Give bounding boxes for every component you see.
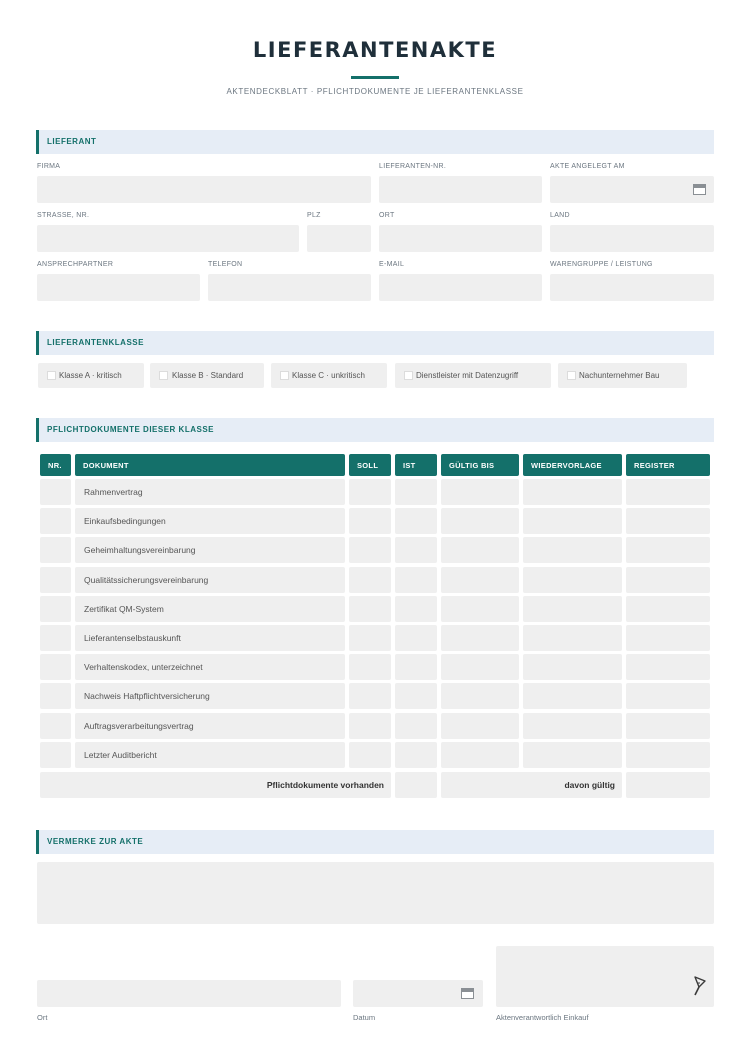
- ist-cell[interactable]: [395, 567, 437, 593]
- land-field[interactable]: [550, 225, 714, 252]
- class-checkbox-data-access[interactable]: [395, 363, 551, 388]
- warengruppe-field[interactable]: [550, 274, 714, 301]
- calendar-icon[interactable]: [461, 988, 474, 999]
- nr-cell[interactable]: [40, 508, 71, 534]
- section-notes-title: VERMERKE ZUR AKTE: [47, 837, 144, 846]
- checkbox-icon[interactable]: [280, 371, 289, 380]
- soll-cell[interactable]: [349, 742, 391, 768]
- column-header-gueltig-bis: GÜLTIG BIS: [441, 454, 519, 476]
- firma-field[interactable]: [37, 176, 371, 203]
- section-supplier-title: LIEFERANT: [47, 137, 97, 146]
- label-plz: PLZ: [307, 212, 321, 219]
- soll-cell[interactable]: [349, 508, 391, 534]
- page-title: LIEFERANTENAKTE: [252, 38, 498, 62]
- summary-present-value[interactable]: [395, 772, 437, 798]
- signature-caption: Aktenverantwortlich Einkauf: [496, 1013, 589, 1022]
- column-header-register: REGISTER: [626, 454, 710, 476]
- ort-caption: Ort: [37, 1013, 48, 1022]
- nr-cell[interactable]: [40, 683, 71, 709]
- ansprechpartner-field[interactable]: [37, 274, 200, 301]
- signature-field[interactable]: [496, 946, 714, 1007]
- class-label-subcontractor: Nachunternehmer Bau: [579, 371, 660, 380]
- nr-cell[interactable]: [40, 537, 71, 563]
- ist-cell[interactable]: [395, 537, 437, 563]
- register-cell[interactable]: [626, 742, 710, 768]
- wiedervorlage-cell[interactable]: [523, 567, 622, 593]
- section-docs: [36, 418, 714, 442]
- class-checkbox-b[interactable]: [150, 363, 264, 388]
- column-header-wiedervorlage: WIEDERVORLAGE: [523, 454, 622, 476]
- gueltig-bis-cell[interactable]: [441, 537, 519, 563]
- class-checkbox-c[interactable]: [271, 363, 387, 388]
- wiedervorlage-cell[interactable]: [523, 508, 622, 534]
- gueltig-bis-cell[interactable]: [441, 713, 519, 739]
- label-email: E-MAIL: [379, 261, 405, 268]
- soll-cell[interactable]: [349, 567, 391, 593]
- column-header-nr: NR.: [40, 454, 71, 476]
- document-cell: Letzter Auditbericht: [75, 742, 345, 768]
- register-cell[interactable]: [626, 596, 710, 622]
- document-cell: Lieferantenselbstauskunft: [75, 625, 345, 651]
- summary-valid-value[interactable]: [626, 772, 710, 798]
- class-checkbox-subcontractor[interactable]: [558, 363, 687, 388]
- ist-cell[interactable]: [395, 742, 437, 768]
- wiedervorlage-cell[interactable]: [523, 625, 622, 651]
- section-notes: [36, 830, 714, 854]
- register-cell[interactable]: [626, 508, 710, 534]
- section-supplier: [36, 130, 714, 154]
- soll-cell[interactable]: [349, 537, 391, 563]
- ort-field[interactable]: [379, 225, 542, 252]
- soll-cell[interactable]: [349, 713, 391, 739]
- column-header-ist: IST: [395, 454, 437, 476]
- class-label-a: Klasse A · kritisch: [59, 371, 122, 380]
- page-subtitle: AKTENDECKBLATT · PFLICHTDOKUMENTE JE LIEFERANTENKLASSE: [226, 87, 524, 96]
- wiedervorlage-cell[interactable]: [523, 479, 622, 505]
- notes-textarea[interactable]: [37, 862, 714, 924]
- akte-angelegt-date-field[interactable]: [550, 176, 714, 203]
- datum-caption: Datum: [353, 1013, 376, 1022]
- ist-cell[interactable]: [395, 654, 437, 680]
- lieferanten-nr-field[interactable]: [379, 176, 542, 203]
- gueltig-bis-cell[interactable]: [441, 625, 519, 651]
- register-cell[interactable]: [626, 567, 710, 593]
- calendar-icon[interactable]: [693, 184, 706, 195]
- telefon-field[interactable]: [208, 274, 371, 301]
- label-ort: ORT: [379, 212, 395, 219]
- ist-cell[interactable]: [395, 479, 437, 505]
- summary-present-cell: [40, 772, 391, 798]
- wiedervorlage-cell[interactable]: [523, 596, 622, 622]
- register-cell[interactable]: [626, 713, 710, 739]
- label-land: LAND: [550, 212, 570, 219]
- class-label-data-access: Dienstleister mit Datenzugriff: [416, 371, 519, 380]
- ort-signature-field[interactable]: [37, 980, 341, 1007]
- document-cell: Auftragsverarbeitungsvertrag: [75, 713, 345, 739]
- strasse-field[interactable]: [37, 225, 299, 252]
- pen-icon: [693, 976, 707, 996]
- wiedervorlage-cell[interactable]: [523, 713, 622, 739]
- soll-cell[interactable]: [349, 479, 391, 505]
- column-header-soll: SOLL: [349, 454, 391, 476]
- checkbox-icon[interactable]: [159, 371, 168, 380]
- ist-cell[interactable]: [395, 508, 437, 534]
- label-firma: FIRMA: [37, 163, 61, 170]
- nr-cell[interactable]: [40, 713, 71, 739]
- label-warengruppe: WARENGRUPPE / LEISTUNG: [550, 261, 653, 268]
- summary-valid-cell: [441, 772, 622, 798]
- nr-cell[interactable]: [40, 567, 71, 593]
- document-cell: Einkaufsbedingungen: [75, 508, 345, 534]
- summary-present-label: Pflichtdokumente vorhanden: [266, 780, 384, 790]
- label-telefon: TELEFON: [208, 261, 243, 268]
- datum-field[interactable]: [353, 980, 483, 1007]
- label-strasse: STRASSE, NR.: [37, 212, 90, 219]
- label-ansprechpartner: ANSPRECHPARTNER: [37, 261, 114, 268]
- register-cell[interactable]: [626, 683, 710, 709]
- checkbox-icon[interactable]: [404, 371, 413, 380]
- label-akte-angelegt: AKTE ANGELEGT AM: [550, 163, 625, 170]
- checkbox-icon[interactable]: [47, 371, 56, 380]
- gueltig-bis-cell[interactable]: [441, 567, 519, 593]
- label-lieferanten-nr: LIEFERANTEN-NR.: [379, 163, 447, 170]
- gueltig-bis-cell[interactable]: [441, 596, 519, 622]
- wiedervorlage-cell[interactable]: [523, 537, 622, 563]
- section-class-title: LIEFERANTENKLASSE: [47, 338, 144, 347]
- document-cell: Qualitätssicherungsvereinbarung: [75, 567, 345, 593]
- email-field[interactable]: [379, 274, 542, 301]
- title-underline: [351, 76, 399, 79]
- soll-cell[interactable]: [349, 625, 391, 651]
- register-cell[interactable]: [626, 537, 710, 563]
- ist-cell[interactable]: [395, 683, 437, 709]
- document-cell: Rahmenvertrag: [75, 479, 345, 505]
- column-header-dokument: DOKUMENT: [75, 454, 345, 476]
- wiedervorlage-cell[interactable]: [523, 742, 622, 768]
- nr-cell[interactable]: [40, 625, 71, 651]
- gueltig-bis-cell[interactable]: [441, 683, 519, 709]
- document-cell: Zertifikat QM-System: [75, 596, 345, 622]
- summary-valid-label: davon gültig: [564, 780, 615, 790]
- gueltig-bis-cell[interactable]: [441, 654, 519, 680]
- gueltig-bis-cell[interactable]: [441, 508, 519, 534]
- plz-field[interactable]: [307, 225, 371, 252]
- soll-cell[interactable]: [349, 596, 391, 622]
- wiedervorlage-cell[interactable]: [523, 683, 622, 709]
- document-cell: Nachweis Haftpflichtversicherung: [75, 683, 345, 709]
- nr-cell[interactable]: [40, 596, 71, 622]
- class-checkbox-a[interactable]: [38, 363, 144, 388]
- section-class: [36, 331, 714, 355]
- checkbox-icon[interactable]: [567, 371, 576, 380]
- nr-cell[interactable]: [40, 479, 71, 505]
- gueltig-bis-cell[interactable]: [441, 742, 519, 768]
- register-cell[interactable]: [626, 625, 710, 651]
- gueltig-bis-cell[interactable]: [441, 479, 519, 505]
- document-cell: Verhaltenskodex, unterzeichnet: [75, 654, 345, 680]
- section-docs-title: PFLICHTDOKUMENTE DIESER KLASSE: [47, 425, 215, 434]
- soll-cell[interactable]: [349, 654, 391, 680]
- nr-cell[interactable]: [40, 654, 71, 680]
- document-cell: Geheimhaltungsvereinbarung: [75, 537, 345, 563]
- ist-cell[interactable]: [395, 596, 437, 622]
- ist-cell[interactable]: [395, 713, 437, 739]
- soll-cell[interactable]: [349, 683, 391, 709]
- class-label-b: Klasse B · Standard: [172, 371, 244, 380]
- ist-cell[interactable]: [395, 625, 437, 651]
- nr-cell[interactable]: [40, 742, 71, 768]
- class-label-c: Klasse C · unkritisch: [292, 371, 365, 380]
- register-cell[interactable]: [626, 479, 710, 505]
- register-cell[interactable]: [626, 654, 710, 680]
- wiedervorlage-cell[interactable]: [523, 654, 622, 680]
